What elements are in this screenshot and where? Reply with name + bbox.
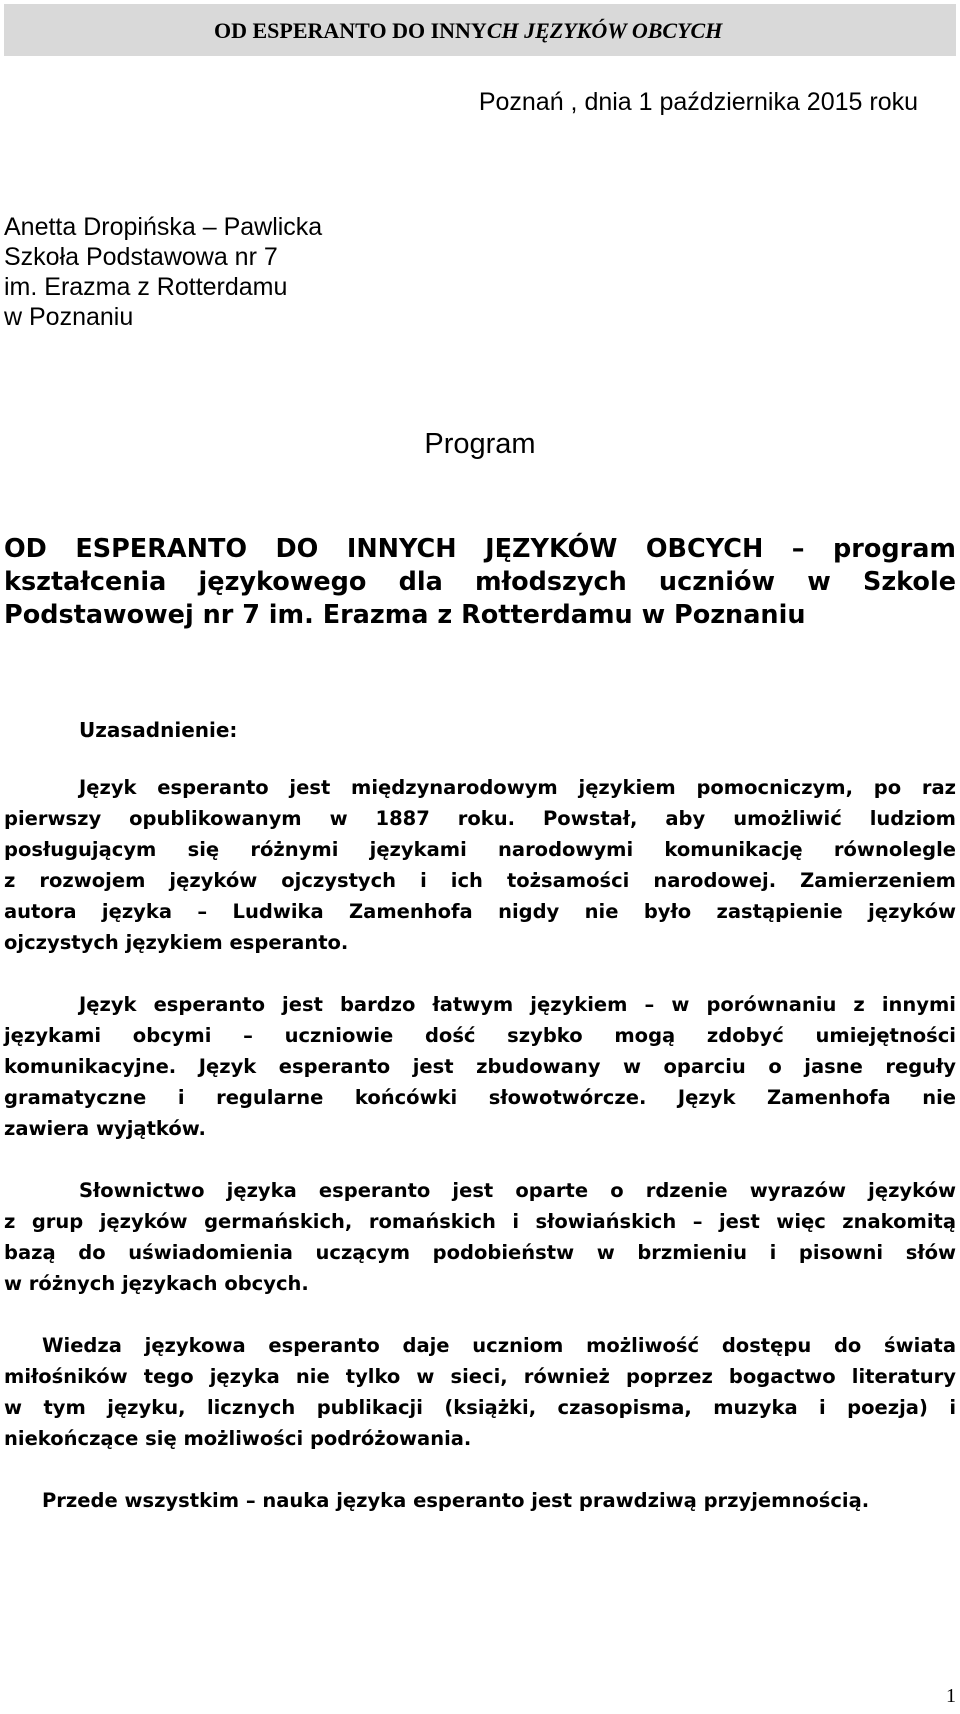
school-city: w Poznaniu [4,303,134,331]
program-title-line: kształcenia językowego dla młodszych uczniów w Szkole [4,567,956,597]
paragraph-gap [4,958,956,989]
paragraph-line: z rozwojem języków ojczystych i ich tożsamości narodowej. Zamierzeniem [4,869,956,892]
school-name: Szkoła Podstawowa nr 7 [4,243,278,271]
program-title-line: OD ESPERANTO DO INNYCH JĘZYKÓW OBCYCH – program [4,534,956,564]
paragraph-line: ojczystych językiem esperanto. [4,931,349,954]
paragraph [4,772,956,958]
paragraph-gap [4,1144,956,1175]
author-name: Anetta Dropińska – Pawlicka [4,213,323,241]
paragraph-line: z grup języków germańskich, romańskich i słowiańskich – jest więc znakomitą [4,1210,956,1233]
paragraph [4,1485,956,1516]
document-header [4,4,956,56]
paragraph-gap [4,1454,956,1485]
author-block [4,212,322,332]
program-title-line: Podstawowej nr 7 im. Erazma z Rotterdamu w Poznaniu [4,600,806,630]
paragraph-line: w tym języku, licznych publikacji (książki, czasopisma, muzyka i poezja) i [4,1396,956,1419]
paragraph-line: w różnych językach obcych. [4,1272,309,1295]
paragraph-line: autora języka – Ludwika Zamenhofa nigdy nie było zastąpienie języków [4,900,956,923]
program-title [4,533,956,632]
paragraph-line: posługującym się różnymi językami narodowymi komunikację równolegle [4,838,956,861]
section-heading: Uzasadnienie: [79,718,238,742]
paragraph [4,1330,956,1454]
header-title-italic: CH JĘZYKÓW OBCYCH [486,18,723,43]
paragraph-line: językami obcymi – uczniowie dość szybko mogą zdobyć umiejętności [4,1024,956,1047]
document-date: Poznań , dnia 1 października 2015 roku [478,88,918,116]
paragraph-gap [4,1299,956,1330]
school-patron: im. Erazma z Rotterdamu [4,273,288,301]
paragraph-line: gramatyczne i regularne końcówki słowotwórcze. Język Zamenhofa nie [4,1086,956,1109]
header-title: OD ESPERANTO DO INNY [214,18,487,43]
paragraph-line: komunikacyjne. Język esperanto jest zbudowany w oparciu o jasne reguły [4,1055,956,1078]
paragraph-line: Przede wszystkim – nauka języka esperanto jest prawdziwą przyjemnością. [42,1489,870,1512]
paragraph-line: Wiedza językowa esperanto daje uczniom możliwość dostępu do świata [42,1334,956,1357]
paragraph-line: bazą do uświadomienia uczącym podobieństw w brzmieniu i pisowni słów [4,1241,956,1264]
paragraph-line: miłośników tego języka nie tylko w sieci, również poprzez bogactwo literatury [4,1365,956,1388]
program-label: Program [424,428,536,460]
paragraph-line: zawiera wyjątków. [4,1117,206,1140]
page-number: 1 [946,1685,956,1707]
paragraph-line: Słownictwo języka esperanto jest oparte o rdzenie wyrazów języków [79,1179,956,1202]
paragraph-line: pierwszy opublikowanym w 1887 roku. Powstał, aby umożliwić ludziom [4,807,956,830]
paragraph-line: Język esperanto jest bardzo łatwym językiem – w porównaniu z innymi [79,993,956,1016]
paragraph-line: Język esperanto jest międzynarodowym językiem pomocniczym, po raz [79,776,956,799]
paragraph-line: niekończące się możliwości podróżowania. [4,1427,472,1450]
paragraph [4,989,956,1144]
body-text [4,772,956,1516]
paragraph [4,1175,956,1299]
